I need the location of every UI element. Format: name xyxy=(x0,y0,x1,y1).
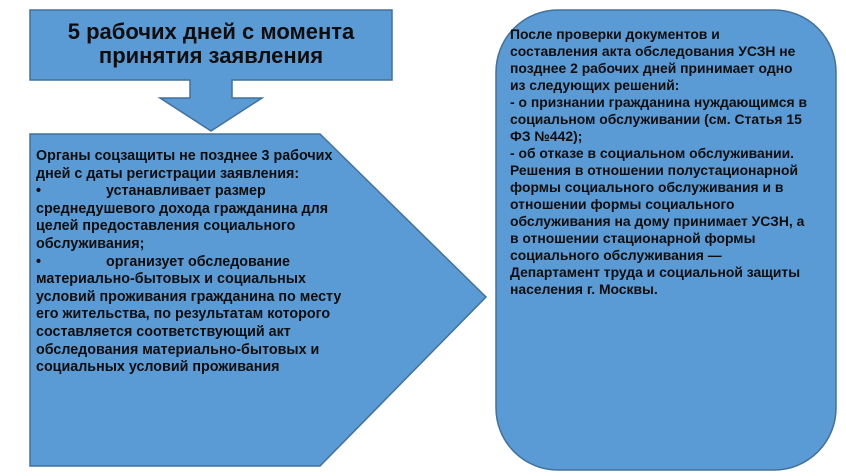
duty-item-text: организует обследование материально-бытовых и социальных условий проживания гражданина по месту его жительства, по результатам которого составляется соответствующий акт обследования материально-бытовых и социальных условий проживания xyxy=(36,253,342,376)
bullet-marker: • xyxy=(36,183,42,200)
decision-option: - об отказе в социальном обслуживании. xyxy=(510,145,795,161)
title-line-1: 5 рабочих дней с момента xyxy=(67,19,355,44)
social-protection-duties xyxy=(36,148,366,377)
deadline-title xyxy=(36,14,386,74)
decision-conclusion: Решения в отношении полустационарной формы социального обслуживания и в отношении формы социального обслуживания на дому принимает УСЗН, а в отношении стационарной формы социального обслуживания — Департамент труда и социальной защиты населения г. Москвы. xyxy=(510,162,805,297)
decision-intro: После проверки документов и составления акта обследования УСЗН не позднее 2 рабочих дней принимает одно из следующих решений: xyxy=(510,26,796,93)
duties-intro: Органы соцзащиты не позднее 3 рабочих дней с даты регистрации заявления: xyxy=(36,148,333,182)
bullet-marker: • xyxy=(36,253,42,270)
duty-item-text: устанавливает размер среднедушевого дохода гражданина для целей предоставления социального обслуживания; xyxy=(36,183,329,252)
title-line-2: принятия заявления xyxy=(98,43,324,68)
duty-item xyxy=(36,254,366,377)
decision-description xyxy=(510,26,810,298)
decision-option: - о признании гражданина нуждающимся в социальном обслуживании (см. Статья 15 ФЗ №442); xyxy=(510,94,808,144)
duty-item xyxy=(36,183,366,253)
